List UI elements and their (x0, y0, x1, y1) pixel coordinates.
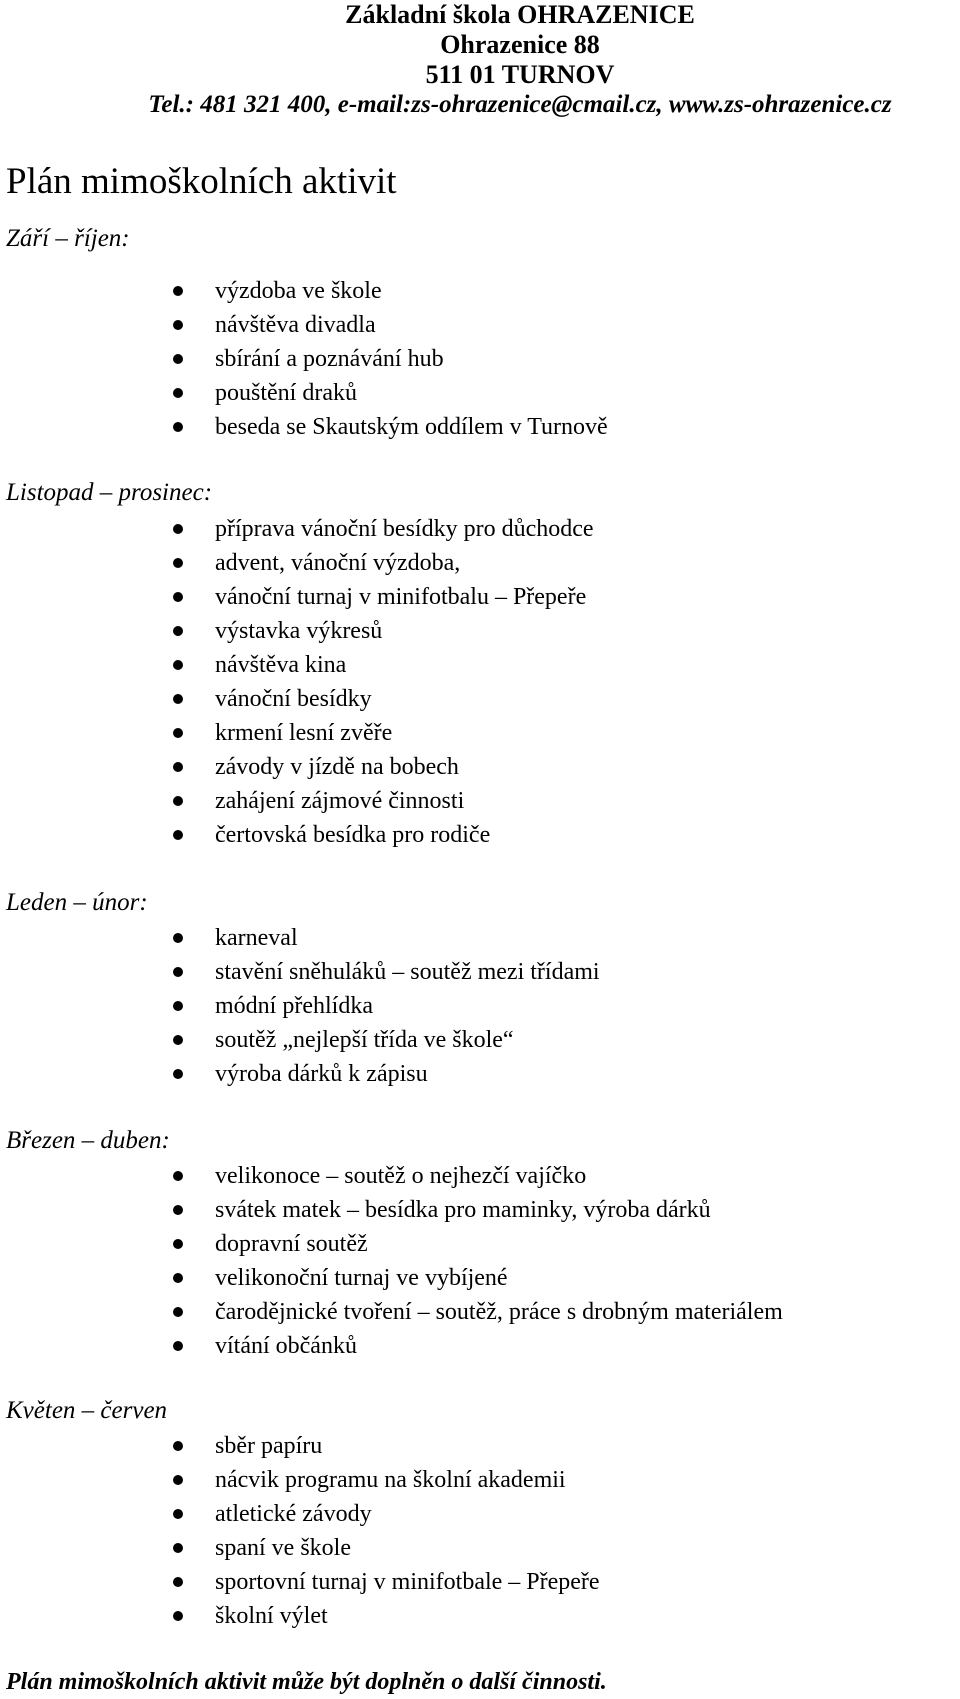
list-item-text: vánoční besídky (215, 686, 372, 712)
bullet-icon (173, 830, 183, 840)
list-item (0, 921, 600, 955)
list-item-text: nácvik programu na školní akademii (215, 1467, 566, 1493)
section-heading-end: prosinec: (118, 479, 213, 506)
page-title: Plán mimoškolních aktivit (6, 161, 397, 202)
bullet-icon (173, 422, 183, 432)
bullet-icon (173, 1205, 183, 1215)
list-item-text: pouštění draků (215, 380, 357, 406)
list-item-text: karneval (215, 925, 298, 951)
bullet-icon (173, 1577, 183, 1587)
list-item (0, 580, 594, 614)
footer-note: Plán mimoškolních aktivit může být doplněn o další činnosti. (6, 1669, 607, 1695)
list-item-text: spaní ve škole (215, 1535, 351, 1561)
list-item (0, 1227, 783, 1261)
list-item (0, 1497, 600, 1531)
bullet-icon (173, 1441, 183, 1451)
list-item (0, 1463, 600, 1497)
school-header (120, 0, 920, 120)
list-item-text: výzdoba ve škole (215, 278, 382, 304)
list-item-text: advent, vánoční výzdoba, (215, 550, 461, 576)
list-item-text: krmení lesní zvěře (215, 720, 393, 746)
list-item (0, 818, 594, 852)
bullet-icon (173, 558, 183, 568)
list-item-text: školní výlet (215, 1603, 328, 1629)
list-item-text: atletické závody (215, 1501, 372, 1527)
bullet-icon (173, 1069, 183, 1079)
bullet-icon (173, 388, 183, 398)
list-item-text: vánoční turnaj v minifotbalu – Přepeře (215, 584, 587, 610)
list-item-text: čarodějnické tvoření – soutěž, práce s drobným materiálem (215, 1299, 783, 1325)
list-item-text: výroba dárků k zápisu (215, 1061, 428, 1087)
bullet-icon (173, 1475, 183, 1485)
school-address: Ohrazenice 88 (440, 30, 600, 59)
activity-list-listopad-prosinec (0, 512, 594, 852)
bullet-icon (173, 967, 183, 977)
list-item (0, 410, 608, 444)
list-item-text: beseda se Skautským oddílem v Turnově (215, 414, 608, 440)
list-item-text: výstavka výkresů (215, 618, 383, 644)
bullet-icon (173, 728, 183, 738)
list-item (0, 342, 608, 376)
bullet-icon (173, 524, 183, 534)
section-heading-end: říjen: (74, 225, 130, 252)
list-item-text: dopravní soutěž (215, 1231, 368, 1257)
section-heading-end: únor: (92, 889, 148, 916)
bullet-icon (173, 1035, 183, 1045)
list-item (0, 1429, 600, 1463)
list-item-text: vítání občánků (215, 1333, 357, 1359)
list-item (0, 1599, 600, 1633)
list-item (0, 274, 608, 308)
list-item-text: zahájení zájmové činnosti (215, 788, 465, 814)
section-heading-start: Listopad (6, 479, 94, 506)
list-item-text: příprava vánoční besídky pro důchodce (215, 516, 594, 542)
section-heading-start: Květen (6, 1397, 76, 1424)
list-item-text: soutěž „nejlepší třída ve škole“ (215, 1027, 514, 1053)
activity-list-leden-unor (0, 921, 600, 1091)
bullet-icon (173, 1001, 183, 1011)
list-item-text: módní přehlídka (215, 993, 373, 1019)
list-item-text: stavění sněhuláků – soutěž mezi třídami (215, 959, 600, 985)
list-item (0, 784, 594, 818)
list-item (0, 989, 600, 1023)
section-heading-start: Září (6, 225, 50, 252)
list-item-text: velikonoční turnaj ve vybíjené (215, 1265, 508, 1291)
bullet-icon (173, 1509, 183, 1519)
section-heading-kveten-cerven: Květen – červen (6, 1397, 168, 1424)
section-heading-zari-rijen: Září – říjen: (6, 225, 130, 252)
bullet-icon (173, 592, 183, 602)
list-item (0, 614, 594, 648)
list-item (0, 648, 594, 682)
section-heading-end: červen (100, 1397, 168, 1424)
list-item-text: sportovní turnaj v minifotbale – Přepeře (215, 1569, 600, 1595)
list-item (0, 1261, 783, 1295)
list-item-text: závody v jízdě na bobech (215, 754, 459, 780)
section-heading-start: Leden (6, 889, 68, 916)
list-item-text: sbírání a poznávání hub (215, 346, 444, 372)
list-item (0, 1329, 783, 1363)
school-name: Základní škola OHRAZENICE (345, 0, 695, 29)
list-item (0, 955, 600, 989)
bullet-icon (173, 694, 183, 704)
bullet-icon (173, 762, 183, 772)
list-item (0, 750, 594, 784)
list-item-text: návštěva kina (215, 652, 347, 678)
list-item-text: velikonoce – soutěž o nejhezčí vajíčko (215, 1163, 587, 1189)
bullet-icon (173, 1273, 183, 1283)
bullet-icon (173, 1171, 183, 1181)
bullet-icon (173, 660, 183, 670)
bullet-icon (173, 286, 183, 296)
section-heading-start: Březen (6, 1127, 76, 1154)
list-item (0, 1295, 783, 1329)
list-item (0, 1193, 783, 1227)
section-heading-end: duben: (100, 1127, 170, 1154)
list-item (0, 716, 594, 750)
bullet-icon (173, 320, 183, 330)
activity-list-brezen-duben (0, 1159, 783, 1363)
section-heading-brezen-duben: Březen – duben: (6, 1127, 170, 1154)
list-item-text: sběr papíru (215, 1433, 323, 1459)
list-item-text: návštěva divadla (215, 312, 376, 338)
list-item (0, 308, 608, 342)
list-item (0, 1159, 783, 1193)
list-item (0, 1565, 600, 1599)
activity-list-kveten-cerven (0, 1429, 600, 1633)
list-item-text: čertovská besídka pro rodiče (215, 822, 491, 848)
section-heading-leden-unor: Leden – únor: (6, 889, 148, 916)
list-item (0, 1057, 600, 1091)
bullet-icon (173, 1543, 183, 1553)
list-item (0, 376, 608, 410)
school-contact: Tel.: 481 321 400, e-mail:zs-ohrazenice@cmail.cz, www.zs-ohrazenice.cz (148, 91, 892, 118)
bullet-icon (173, 1341, 183, 1351)
bullet-icon (173, 933, 183, 943)
list-item (0, 1531, 600, 1565)
bullet-icon (173, 1611, 183, 1621)
list-item (0, 682, 594, 716)
activity-list-zari-rijen (0, 274, 608, 444)
list-item-text: svátek matek – besídka pro maminky, výroba dárků (215, 1197, 711, 1223)
bullet-icon (173, 796, 183, 806)
bullet-icon (173, 1307, 183, 1317)
bullet-icon (173, 354, 183, 364)
bullet-icon (173, 626, 183, 636)
bullet-icon (173, 1239, 183, 1249)
school-postal-address: 511 01 TURNOV (425, 60, 615, 89)
list-item (0, 546, 594, 580)
list-item (0, 1023, 600, 1057)
list-item (0, 512, 594, 546)
section-heading-listopad-prosinec: Listopad – prosinec: (6, 479, 213, 506)
